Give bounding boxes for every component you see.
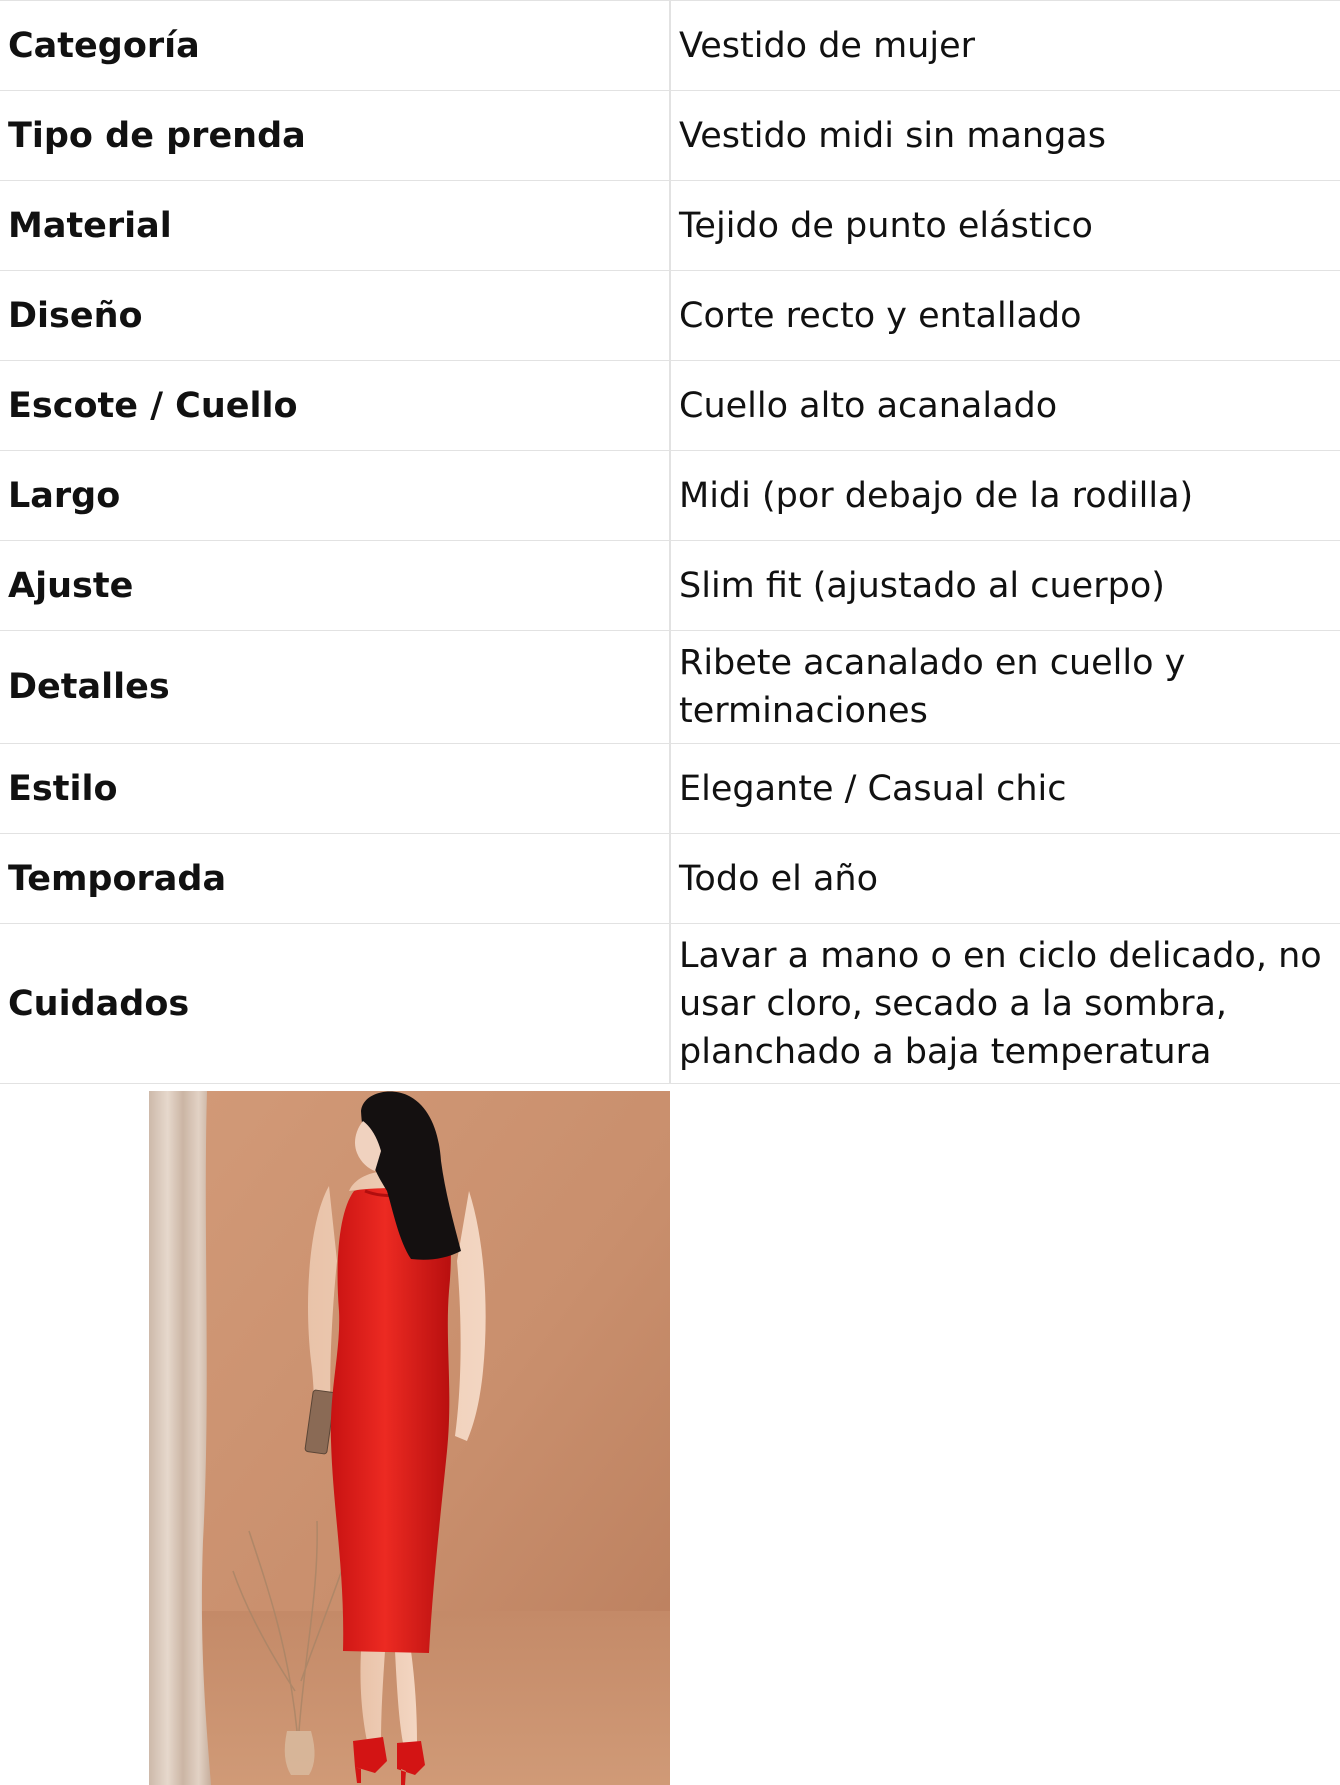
spec-label-estilo: Estilo xyxy=(0,744,670,834)
spec-label-categoria: Categoría xyxy=(0,1,670,91)
table-row xyxy=(0,541,1340,631)
spec-value-escote-cuello: Cuello alto acanalado xyxy=(670,361,1340,451)
table-row xyxy=(0,91,1340,181)
spec-label-diseno: Diseño xyxy=(0,271,670,361)
spec-value-cuidados xyxy=(670,924,1340,1084)
spec-label-escote-cuello: Escote / Cuello xyxy=(0,361,670,451)
curtain xyxy=(149,1091,211,1785)
spec-value-line: Ribete acanalado en cuello y xyxy=(679,643,1186,683)
spec-label-largo: Largo xyxy=(0,451,670,541)
spec-value-categoria: Vestido de mujer xyxy=(670,1,1340,91)
spec-label-cuidados: Cuidados xyxy=(0,924,670,1084)
spec-label-ajuste: Ajuste xyxy=(0,541,670,631)
spec-value-line: planchado a baja temperatura xyxy=(679,1031,1212,1072)
spec-value-largo: Midi (por debajo de la rodilla) xyxy=(670,451,1340,541)
spec-label-temporada: Temporada xyxy=(0,834,670,924)
spec-value-material: Tejido de punto elástico xyxy=(670,181,1340,271)
spec-value-line: usar cloro, secado a la sombra, xyxy=(679,983,1228,1024)
table-row xyxy=(0,834,1340,924)
table-row xyxy=(0,451,1340,541)
spec-value-line: terminaciones xyxy=(679,691,928,731)
product-photo xyxy=(149,1091,670,1785)
spec-value-estilo: Elegante / Casual chic xyxy=(670,744,1340,834)
table-row xyxy=(0,744,1340,834)
table-row xyxy=(0,181,1340,271)
spec-label-detalles: Detalles xyxy=(0,631,670,744)
spec-value-ajuste: Slim fit (ajustado al cuerpo) xyxy=(670,541,1340,631)
spec-value-diseno: Corte recto y entallado xyxy=(670,271,1340,361)
spec-value-temporada: Todo el año xyxy=(670,834,1340,924)
table-row xyxy=(0,1,1340,91)
table-row xyxy=(0,361,1340,451)
table-row xyxy=(0,924,1340,1084)
table-row xyxy=(0,271,1340,361)
spec-label-tipo-de-prenda: Tipo de prenda xyxy=(0,91,670,181)
spec-value-tipo-de-prenda: Vestido midi sin mangas xyxy=(670,91,1340,181)
table-row xyxy=(0,631,1340,744)
spec-value-detalles xyxy=(670,631,1340,744)
spec-label-material: Material xyxy=(0,181,670,271)
spec-value-line: Lavar a mano o en ciclo delicado, no xyxy=(679,935,1322,976)
